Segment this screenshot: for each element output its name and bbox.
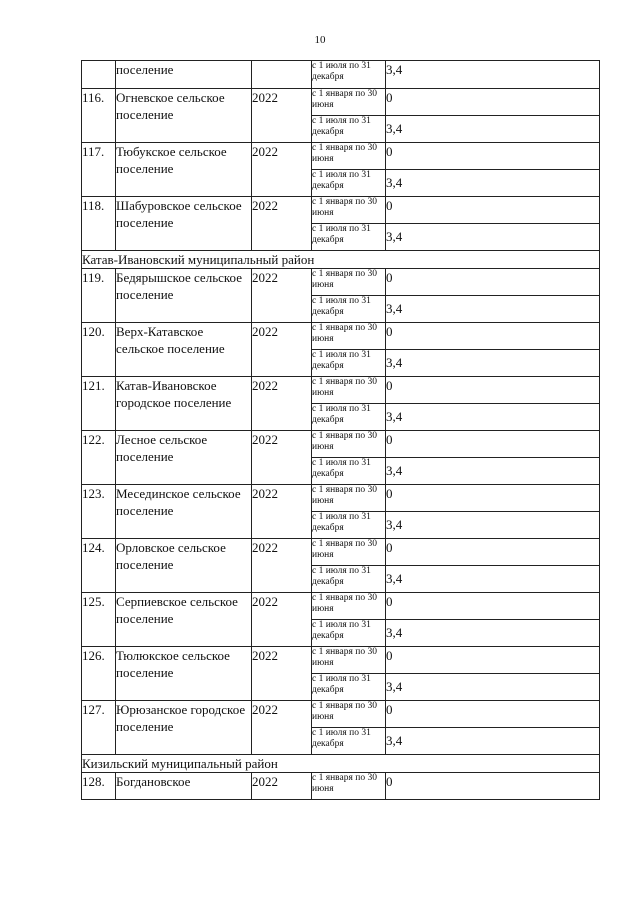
- table-row: [82, 701, 600, 728]
- rate-cell: 3,4: [386, 116, 600, 143]
- settlement-name: Огневское сельское поселение: [116, 89, 252, 143]
- rate-cell: 0: [386, 773, 600, 800]
- period-cell: с 1 января по 30 июня: [312, 323, 386, 350]
- row-year: 2022: [252, 197, 312, 251]
- table-row: [82, 197, 600, 224]
- rate-cell: 0: [386, 647, 600, 674]
- period-cell: с 1 июля по 31 декабря: [312, 620, 386, 647]
- rate-cell: 3,4: [386, 404, 600, 431]
- period-cell: с 1 января по 30 июня: [312, 485, 386, 512]
- table-row: [82, 485, 600, 512]
- rate-cell: 0: [386, 323, 600, 350]
- row-number: 116.: [82, 89, 116, 143]
- rate-cell: 0: [386, 431, 600, 458]
- period-cell: с 1 июля по 31 декабря: [312, 296, 386, 323]
- period-cell: с 1 июля по 31 декабря: [312, 566, 386, 593]
- row-number: 126.: [82, 647, 116, 701]
- row-year: 2022: [252, 377, 312, 431]
- group-row: [82, 251, 600, 269]
- period-cell: с 1 января по 30 июня: [312, 143, 386, 170]
- rate-cell: 0: [386, 89, 600, 116]
- row-number: 118.: [82, 197, 116, 251]
- group-label: Катав-Ивановский муниципальный район: [82, 251, 600, 269]
- rate-cell: 3,4: [386, 458, 600, 485]
- period-cell: с 1 июля по 31 декабря: [312, 116, 386, 143]
- period-cell: с 1 июля по 31 декабря: [312, 170, 386, 197]
- rate-cell: 3,4: [386, 566, 600, 593]
- row-number: 127.: [82, 701, 116, 755]
- row-year: 2022: [252, 431, 312, 485]
- period-cell: с 1 января по 30 июня: [312, 431, 386, 458]
- row-number: 122.: [82, 431, 116, 485]
- rate-cell: 3,4: [386, 512, 600, 539]
- settlement-name: Месединское сельское поселение: [116, 485, 252, 539]
- rate-cell: 3,4: [386, 674, 600, 701]
- settlement-name: Богдановское: [116, 773, 252, 800]
- rate-cell: 3,4: [386, 224, 600, 251]
- period-cell: с 1 января по 30 июня: [312, 773, 386, 800]
- period-cell: с 1 января по 30 июня: [312, 593, 386, 620]
- period-cell: с 1 января по 30 июня: [312, 647, 386, 674]
- rate-cell: 0: [386, 197, 600, 224]
- rate-cell: 3,4: [386, 350, 600, 377]
- settlement-name: Верх-Катавское сельское поселение: [116, 323, 252, 377]
- period-cell: с 1 июля по 31 декабря: [312, 350, 386, 377]
- row-year: 2022: [252, 647, 312, 701]
- settlement-name: Катав-Ивановское городское поселение: [116, 377, 252, 431]
- settlement-name: Бедярышское сельское поселение: [116, 269, 252, 323]
- rate-cell: 3,4: [386, 170, 600, 197]
- table-row: [82, 323, 600, 350]
- settlement-name: Серпиевское сельское поселение: [116, 593, 252, 647]
- settlement-name: Юрюзанское городское поселение: [116, 701, 252, 755]
- row-number: 120.: [82, 323, 116, 377]
- group-label: Кизильский муниципальный район: [82, 755, 600, 773]
- period-cell: с 1 января по 30 июня: [312, 269, 386, 296]
- period-cell: с 1 января по 30 июня: [312, 701, 386, 728]
- period-cell: с 1 июля по 31 декабря: [312, 674, 386, 701]
- period-cell: с 1 июля по 31 декабря: [312, 404, 386, 431]
- row-year: 2022: [252, 323, 312, 377]
- rate-cell: 0: [386, 377, 600, 404]
- rate-cell: 3,4: [386, 296, 600, 323]
- tariff-table: [81, 60, 600, 800]
- cell-num: [82, 61, 116, 89]
- row-number: 123.: [82, 485, 116, 539]
- period-cell: с 1 июля по 31 декабря: [312, 224, 386, 251]
- page-number: 10: [314, 34, 326, 46]
- table-row: [82, 539, 600, 566]
- rate-cell: 0: [386, 701, 600, 728]
- table-row: [82, 143, 600, 170]
- settlement-name: Тюлюкское сельское поселение: [116, 647, 252, 701]
- period-cell: с 1 января по 30 июня: [312, 377, 386, 404]
- table-row: [82, 593, 600, 620]
- rate-cell: 0: [386, 593, 600, 620]
- row-year: 2022: [252, 539, 312, 593]
- period-cell: с 1 января по 30 июня: [312, 539, 386, 566]
- settlement-name: Шабуровское сельское поселение: [116, 197, 252, 251]
- table-row: [82, 773, 600, 800]
- settlement-name: Орловское сельское поселение: [116, 539, 252, 593]
- row-year: 2022: [252, 269, 312, 323]
- table-row: [82, 431, 600, 458]
- period-cell: с 1 июля по 31 декабря: [312, 728, 386, 755]
- settlement-name: Лесное сельское поселение: [116, 431, 252, 485]
- table-body: [82, 61, 600, 800]
- rate-cell: 3,4: [386, 620, 600, 647]
- period-cell: с 1 июля по 31 декабря: [312, 512, 386, 539]
- cell-year: [252, 61, 312, 89]
- row-year: 2022: [252, 485, 312, 539]
- row-number: 117.: [82, 143, 116, 197]
- continued-row: [82, 61, 600, 89]
- row-year: 2022: [252, 701, 312, 755]
- group-row: [82, 755, 600, 773]
- settlement-name: Тюбукское сельское поселение: [116, 143, 252, 197]
- rate-cell: 0: [386, 269, 600, 296]
- period-cell: с 1 января по 30 июня: [312, 89, 386, 116]
- period-cell: с 1 января по 30 июня: [312, 197, 386, 224]
- table-row: [82, 377, 600, 404]
- cell-name: поселение: [116, 61, 252, 89]
- row-number: 121.: [82, 377, 116, 431]
- row-number: 124.: [82, 539, 116, 593]
- rate-cell: 3,4: [386, 728, 600, 755]
- table-row: [82, 269, 600, 296]
- rate-cell: 0: [386, 539, 600, 566]
- row-year: 2022: [252, 143, 312, 197]
- row-number: 128.: [82, 773, 116, 800]
- row-number: 119.: [82, 269, 116, 323]
- cell-period: с 1 июля по 31 декабря: [312, 61, 386, 89]
- rate-cell: 0: [386, 143, 600, 170]
- cell-rate: 3,4: [386, 61, 600, 89]
- rate-cell: 0: [386, 485, 600, 512]
- row-year: 2022: [252, 89, 312, 143]
- table-row: [82, 647, 600, 674]
- table-row: [82, 89, 600, 116]
- row-year: 2022: [252, 593, 312, 647]
- row-year: 2022: [252, 773, 312, 800]
- row-number: 125.: [82, 593, 116, 647]
- period-cell: с 1 июля по 31 декабря: [312, 458, 386, 485]
